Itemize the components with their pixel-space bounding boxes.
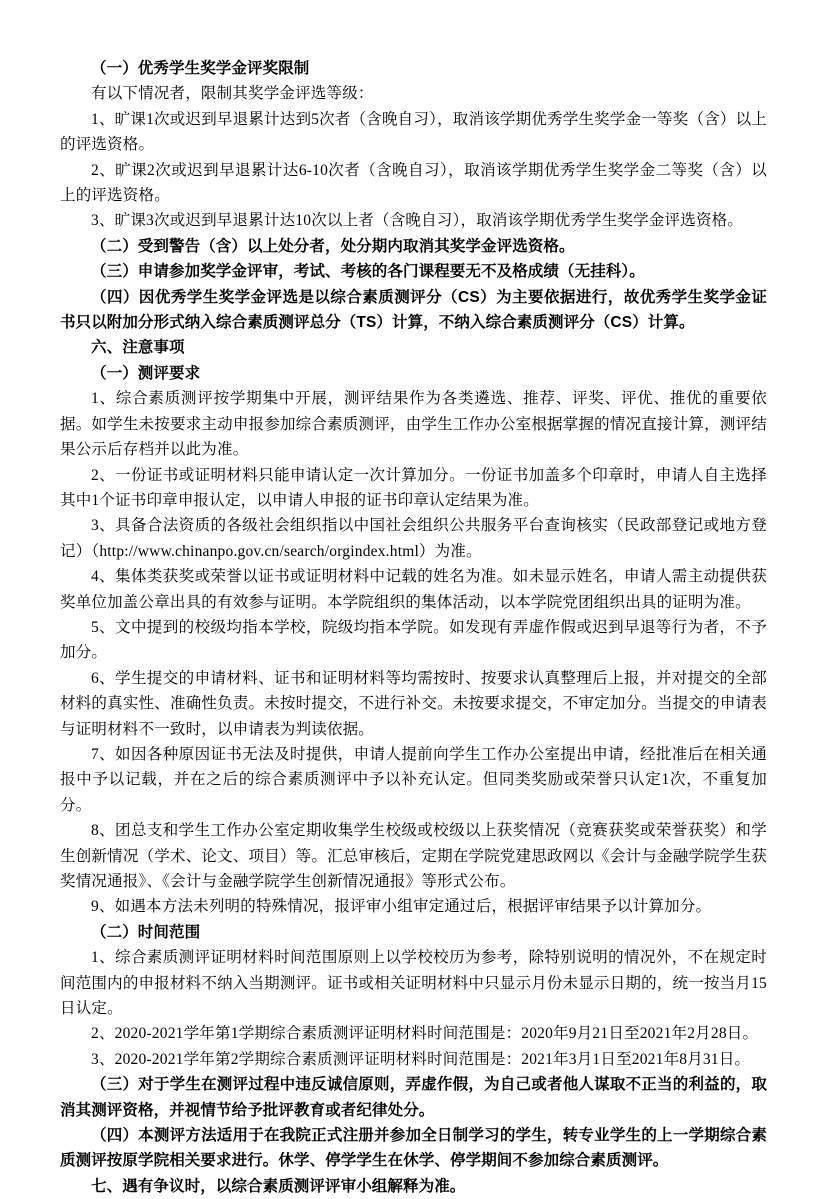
- paragraph-13: 3、具备合法资质的各级社会组织指以中国社会组织公共服务平台查询核实（民政部登记或地方登记）（http://www.chinanpo.gov.cn/search/orgindex.html）为准。: [60, 517, 767, 560]
- paragraph-19: 9、如遇本方法未列明的特殊情况，报评审小组审定通过后，根据评审结果予以计算加分。: [91, 898, 712, 916]
- paragraph-9: 六、注意事项: [91, 339, 185, 357]
- paragraph-1: （一）优秀学生奖学金评奖限制: [91, 60, 310, 77]
- paragraph-21: 1、综合素质测评证明材料时间范围原则上以学校校历为参考，除特别说明的情况外，不在规定时间范围内的申报材料不纳入当期测评。证书或相关证明材料中只显示月份未显示日期的，统一按当月15日认定。: [60, 949, 767, 1018]
- paragraph-17: 7、如因各种原因证书无法及时提供，申请人提前向学生工作办公室提出申请，经批准后在相关通报中予以记载，并在之后的综合素质测评中予以补充认定。但同类奖励或荣誉只认定1次，不重复加分。: [60, 745, 767, 814]
- paragraph-8: （四）因优秀学生奖学金评选是以综合素质测评分（CS）为主要依据进行，故优秀学生奖学金证书只以附加分形式纳入综合素质测评总分（TS）计算，不纳入综合素质测评分（CS）计算。: [60, 288, 767, 332]
- paragraph-7: （三）申请参加奖学金评审，考试、考核的各门课程要无不及格成绩（无挂科）。: [91, 263, 645, 281]
- paragraph-26: 七、遇有争议时，以综合素质测评评审小组解释为准。: [91, 1177, 466, 1195]
- paragraph-23: 3、2020-2021学年第2学期综合素质测评证明材料时间范围是：2021年3月1日至2021年8月31日。: [91, 1050, 751, 1068]
- paragraph-12: 2、一份证书或证明材料只能申请认定一次计算加分。一份证书加盖多个印章时，申请人自主选择其中1个证书印章申报认定，以申请人申报的证书印章认定结果为准。: [60, 466, 767, 509]
- paragraph-3: 1、旷课1次或迟到早退累计达到5次者（含晚自习），取消该学期优秀学生奖学金一等奖（含）以上的评选资格。: [60, 110, 767, 154]
- paragraph-25: （四）本测评方法适用于在我院正式注册并参加全日制学习的学生，转专业学生的上一学期综合素质测评按原学院相关要求进行。休学、停学学生在休学、停学期间不参加综合素质测评。: [60, 1127, 767, 1170]
- paragraph-22: 2、2020-2021学年第1学期综合素质测评证明材料时间范围是：2020年9月21日至2021年2月28日。: [91, 1025, 759, 1043]
- paragraph-11: 1、综合素质测评按学期集中开展，测评结果作为各类遴选、推荐、评奖、评优、推优的重要依据。如学生未按要求主动申报参加综合素质测评，由学生工作办公室根据掌握的情况直接计算，测评结果公示后存档并以此为准。: [60, 390, 767, 459]
- paragraph-4: 2、旷课2次或迟到早退累计达6-10次者（含晚自习），取消该学期优秀学生奖学金二等奖（含）以上的评选资格。: [60, 161, 767, 205]
- document-body: [60, 56, 767, 1199]
- paragraph-14: 4、集体类获奖或荣誉以证书或证明材料中记载的姓名为准。如未显示姓名，申请人需主动提供获奖单位加盖公章出具的有效参与证明。本学院组织的集体活动，以本学院党团组织出具的证明为准。: [60, 568, 767, 611]
- paragraph-16: 6、学生提交的申请材料、证书和证明材料等均需按时、按要求认真整理后上报，并对提交的全部材料的真实性、准确性负责。未按时提交，不进行补交。未按要求提交，不审定加分。当提交的申请表与证明材料不一致时，以申请表为判读依据。: [60, 669, 767, 738]
- paragraph-10: （一）测评要求: [91, 364, 201, 382]
- paragraph-2: 有以下情况者，限制其奖学金评选等级：: [91, 85, 374, 103]
- paragraph-6: （二）受到警告（含）以上处分者，处分期内取消其奖学金评选资格。: [91, 237, 575, 255]
- paragraph-24: （三）对于学生在测评过程中违反诚信原则，弄虚作假，为自己或者他人谋取不正当的利益的，取消其测评资格，并视情节给予批评教育或者纪律处分。: [60, 1076, 767, 1119]
- paragraph-20: （二）时间范围: [91, 923, 201, 941]
- paragraph-15: 5、文中提到的校级均指本学校，院级均指本学院。如发现有弄虚作假或迟到早退等行为者，不予加分。: [60, 618, 767, 662]
- paragraph-18: 8、团总支和学生工作办公室定期收集学生校级或校级以上获奖情况（竞赛获奖或荣誉获奖）和学生创新情况（学术、论文、项目）等。汇总审核后，定期在学院党建思政网以《会计与金融学院学生获奖情况通报》、《会计与金融学院学生创新情况通报》等形式公布。: [60, 822, 767, 890]
- paragraph-5: 3、旷课3次或迟到早退累计达10次以上者（含晚自习），取消该学期优秀学生奖学金评选资格。: [91, 212, 744, 230]
